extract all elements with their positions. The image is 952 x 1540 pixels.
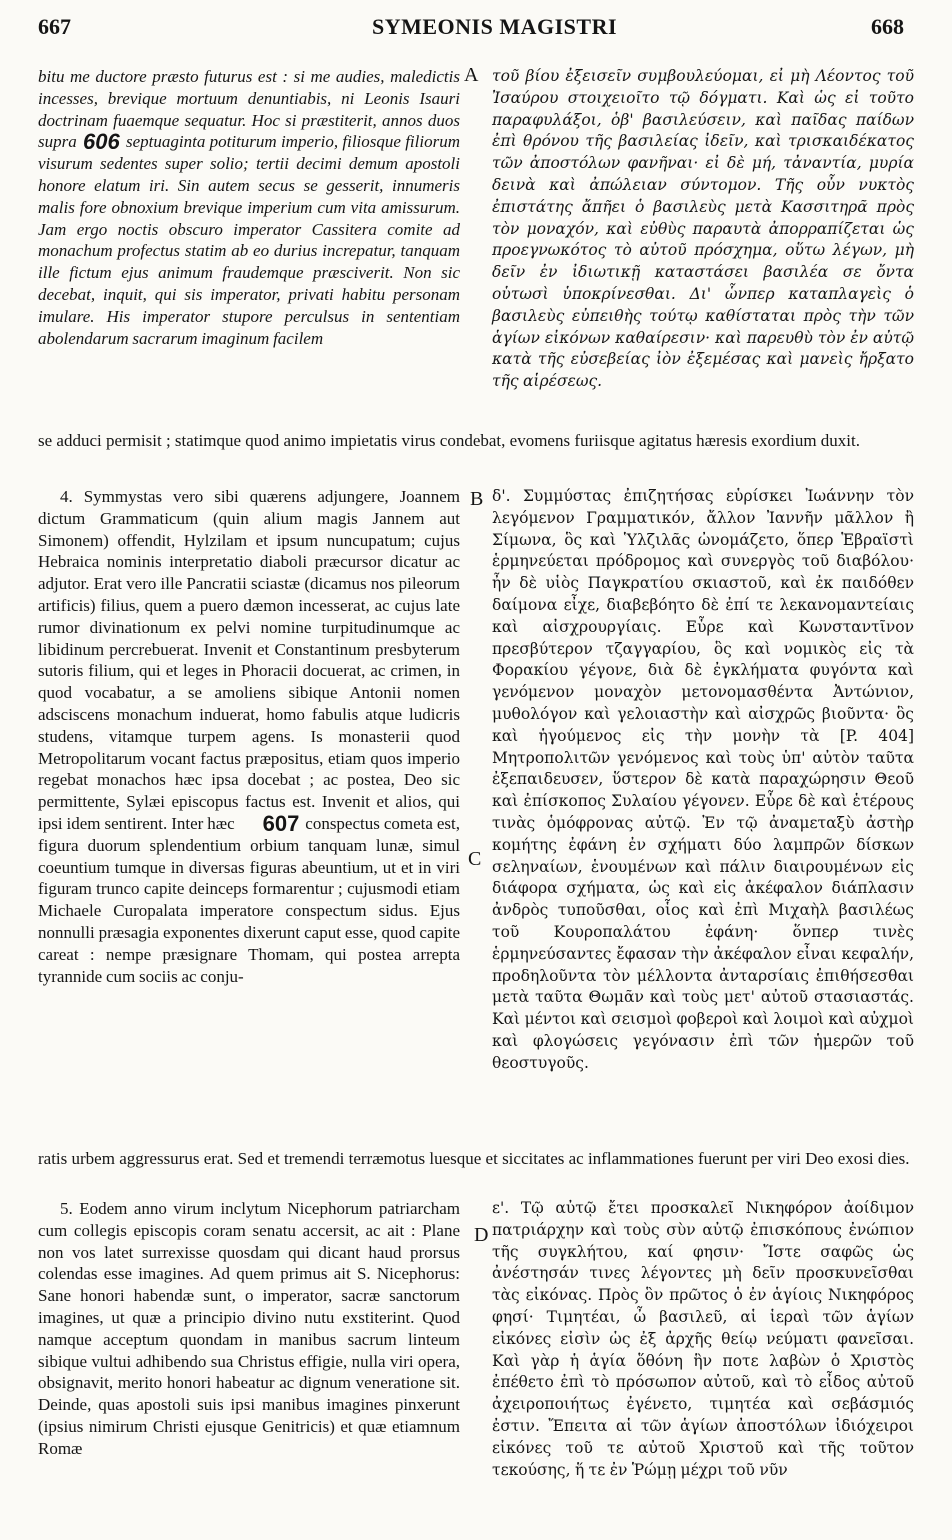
migne-page-marker: 607 — [262, 810, 300, 836]
section-a-latin — [38, 66, 460, 349]
greek-text: δ'. Συμμύστας ἐπιζητήσας εὑρίσκει Ἰωάννην τὸν λεγόμενον Γραμματικόν, ἄλλον Ἰαννῆν μᾶλλον ἢ Σίμωνα, ὃς καὶ Ὑλζιλᾶς ὠνομάζετο, ὅπερ Ἑβραϊστὶ ἑρμηνεύεται πρόδρομος καὶ συνεργὸς τοῦ διαβόλου· ἦν δὲ υἱὸς Παγκρατίου σκιαστοῦ, καὶ ἐκ παιδόθεν δαίμονα εἶχε, διαβεβόητο δὲ ἐπί τε λεκανομαντείαις καὶ αἰσχρουργίαις. Εὗρε καὶ Κωνσταντῖνον πρεσβύτερον τζαγγαρίου, ὃς καὶ νομικὸς εἰς τὰ Φορακίου γέγονε, διὰ δὲ ἐγκλήματα φυγόντα καὶ γενόμενον μοναχὸν μετονομασθέντα Ἀντώνιον, μυθολόγον καὶ γελοιαστὴν καὶ αἰσχρῶς βιοῦντα· ὃς καὶ ἡγούμενος εἰς τὴν μονὴν τὰ [P. 404] Μητροπολιτῶν γενόμενος καὶ τοὺς ὑπ' αὐτὸν ταῦτα ἐξεπαιδευσεν, ὕστερον δὲ κατὰ παραχώρησιν Θεοῦ καὶ ἐπίσκοπος Συλαίου γέγονεν. Εὗρε δὲ καὶ ἑτέρους τινὰς ὁμόφρονας αὐτῷ. Ἐν τῷ ἀναμεταξὺ ἀστὴρ κομήτης ἐφάνη ἐν σχήματι δύο λαμπρῶν δίσκων σεληναίων, ἑνουμένων καὶ πάλιν διαιρουμένων εἰς διάφορα σχήματα, ὡς καὶ εἰς ἀκέφαλον διάπλασιν ἀνδρὸς τυποῦσθαι, οἷος καὶ ἐπὶ Μιχαὴλ βασιλέως τοῦ Κουροπαλάτου ἐφάνη· ὅνπερ τινὲς ἑρμηνεύσαντες ἔφασαν τὴν ἀκέφαλον εἶναι κεφαλήν, προδηλοῦντα τὸν μέλλοντα ἀνταρσίαις ἐπιθήσεσθαι μετὰ ταῦτα Θωμᾶν καὶ τοὺς μετ' αὐτοῦ στασιαστάς. Καὶ μέντοι καὶ σεισμοὶ φοβεροὶ καὶ λοιμοὶ καὶ αὐχμοὶ καὶ φλογώσεις γεγόνασιν ἐπὶ τῶν ἡμερῶν τοῦ θεοστυγοῦς. — [492, 487, 914, 1072]
greek-text: ε'. Τῷ αὐτῷ ἔτει προσκαλεῖ Νικηφόρον ἀοίδιμον πατριάρχην καὶ τοὺς σὺν αὐτῷ ἐπισκόπους ἐνώπιον τῆς συγκλήτου, καί φησιν· Ἴστε σαφῶς ὡς ἀνέστησάν τινες λέγοντες μὴ δεῖν προσκυνεῖσθαι τὰς εἰκόνας. Πρὸς ὃν πρῶτος ὁ ἐν ἁγίοις Νικηφόρος φησί· Τιμητέαι, ὦ βασιλεῦ, αἱ ἱεραὶ τῶν ἁγίων εἰκόνες εἰσὶν ὡς ἐξ ἀρχῆς θείῳ νεύματι φανεῖσαι. Καὶ γὰρ ἡ ἁγία ὅθόνη ἣν ποτε λαβὼν ὁ Χριστὸς ἐπέθετο ἐπὶ τὸ πρόσωπον αὐτοῦ, καὶ τὸ εἶδος αὐτοῦ ἀχειροποιήτως ἐγένετο, τιμητέα καὶ σεβάσμιός ἐστιν. Ἔπειτα αἱ τῶν ἁγίων ἀποστόλων ἰδιόχειροι εἰκόνες τοῦ τε αὐτοῦ Χριστοῦ καὶ τῆς τοῦτον τεκούσης, ἥ τε ἐν Ῥώμῃ μέχρι τοῦ νῦν — [492, 1199, 914, 1479]
section-b-latin — [38, 486, 460, 987]
section-a-greek — [492, 66, 914, 393]
latin-text: 4. Symmystas vero sibi quærens adjungere, Joannem dictum Grammaticum (quin alium magis Jannem aut Simonem) offendit, Hylzilam et ipsum nuncupatum; cujus Hebraica nominis interpretatio diaboli præcursor dicatur ac adjutor. Erat vero ille Pancratii sciastæ (dicamus nos pileorum artificis) filius, quem a puero dæmon incesserat, ac cujus late rumor divinationum ex pelvi nomine turpitudinumque ac libidinum percrebuerat. Invenit et Constantinum presbyterum sutoris filium, qui et leges in Phoracii docuerat, ac crimen, in quod vocabatur, a se amoliens sibique Antonii nomen adsciscens monachum induerat, homo fabulis atque ludicris studens, vitamque turpem agens. Is monasterii quod Metropolitarum vocant factus præpositus, etiam quos imperio regebat monachos hæc ipsa docebat ; ac postea, Deo sic permittente, Sylæi episcopus factus est. Invenit et alios, qui ipsi idem sentirent. Inter hæc 607 conspectus cometa est, figura duorum splendentium orbium tanquam lunæ, simul coeuntium tumque in diversas figuras abeuntium, ut et in viri figuram trunco capite deinceps formarentur ; cujusmodi etiam Michaele Curopalata imperatore conspectum sidus. Ejus nonnulli præsagia exponentes dixerunt caput esse, quod capite careat : nempe præsignare Thomam, qui postea arrepta tyrannide cum sociis ac conju- — [38, 487, 460, 986]
margin-mark-a: A — [464, 64, 479, 86]
section-b-full-width — [38, 1148, 914, 1170]
margin-mark-b: B — [470, 488, 484, 510]
section-d-greek — [492, 1198, 914, 1481]
right-page-number: 668 — [871, 14, 904, 39]
margin-mark-d: D — [474, 1224, 489, 1246]
greek-text: τοῦ βίου ἐξεισεῖν συμβουλεύομαι, εἰ μὴ Λέοντος τοῦ Ἰσαύρου στοιχειοῖτο τῷ δόγματι. Καὶ ὡς εἰ τοῦτο παραφυλάξοι, ὁβ' βασιλεύσειν, καὶ παῖδας παίδων ἐπὶ θρόνου τῆς βασιλείας ἰδεῖν, καὶ τρισκαιδέκατος τῶν ἀποστόλων φανῆναι· εἰ δὲ μή, τἀναντία, μυρία δεινὰ καὶ ἀπώλειαν σύντομον. Τῆς οὖν νυκτὸς ἐπιστάτης ἄπῆει ὁ βασιλεὺς μετὰ Κασσιτηρᾶ πρὸς τὸν μοναχόν, καὶ εὐθὺς παραυτὰ ἀπορραπίζεται ὡς προεγνωκότος τὸ αὐτοῦ πρόσχημα, οὕτω λέγων, μὴ δεῖν ἐν ἰδιωτικῇ καταστάσει βασιλέα σε ὄντα οὑτωσὶ ὑποκρίνεσθαι. Δι' ὧνπερ καταπλαγεὶς ὁ βασιλεὺς εὐπειθὴς τούτῳ καθίσταται πρὸς τὴν τῶν ἁγίων εἰκόνων καθαίρεσιν· καὶ παρευθὺ τὸν ἐν αὐτῷ κατὰ τῆς εὐσεβείας ἰὸν ἐξεμέσας καὶ μανεὶς ἤρξατο τῆς αἱρέσεως. — [492, 67, 914, 391]
margin-mark-c: C — [468, 848, 482, 870]
running-title: SYMEONIS MAGISTRI — [372, 14, 618, 39]
section-b-greek — [492, 486, 914, 1075]
section-a-full-width — [38, 430, 914, 452]
page-header — [0, 0, 952, 52]
migne-page-marker: 606 — [83, 129, 120, 155]
section-d-latin — [38, 1198, 460, 1460]
latin-text: bitu me ductore præsto futurus est : si me audies, maledictis incesses, brevique mortuum denuntiabis, ni Leonis Isauri doctrinam fuaemque sequatur. Hoc si præstiterit, annos duos supra 606 septuaginta potiturum imperio, filiosque filiorum visurum sedentes super solio; tertii decimi demum apostoli honore elatum iri. Sin autem secus se gesserit, innumeris malis fore obnoxium brevique imperium cum vita amissurum. Jam ergo noctis obscuro imperator Cassitera comite ad monachum profectus statim ab eo durius increpatur, tanquam ille fictum ejus animum fraudemque præsciverit. Non sic decebat, inquit, qui sis imperator, privati habitu personam imulare. His imperator stupore perculsus in sententiam abolendarum sacrarum imaginum facilem — [38, 67, 460, 348]
left-page-number: 667 — [38, 14, 71, 39]
full-width-text: se adduci permisit ; statimque quod animo impietatis virus condebat, evomens furiisque agitatus hæresis exordium duxit. — [38, 431, 860, 450]
latin-text: 5. Eodem anno virum inclytum Nicephorum patriarcham cum collegis episcopis coram senatu accersit, ac ait : Plane non vos latet surrexisse quosdam qui dicant haud prorsus colendas esse imagines. Ad quem primus ait S. Nicephorus: Sane honori habendæ sunt, o imperator, sacræ sanctorum imagines, ut quæ a principio divino nutu exstiterint. Quod namque acceptum quondam in manibus sacrum linteum sibique vultui adhibendo sua Christus effigie, nulla viri opera, obsignavit, merito honori habeatur ac dignum veneratione sit. Deinde, quas apostoli suis ipsi manibus imagines pinxerunt (ipsius nimirum Christi ejusque Genitricis) et quæ etiamnum Romæ — [38, 1199, 460, 1458]
full-width-text: ratis urbem aggressurus erat. Sed et tremendi terræmotus luesque et siccitates ac inflammationes fuerunt per viri Deo exosi dies. — [38, 1149, 910, 1168]
